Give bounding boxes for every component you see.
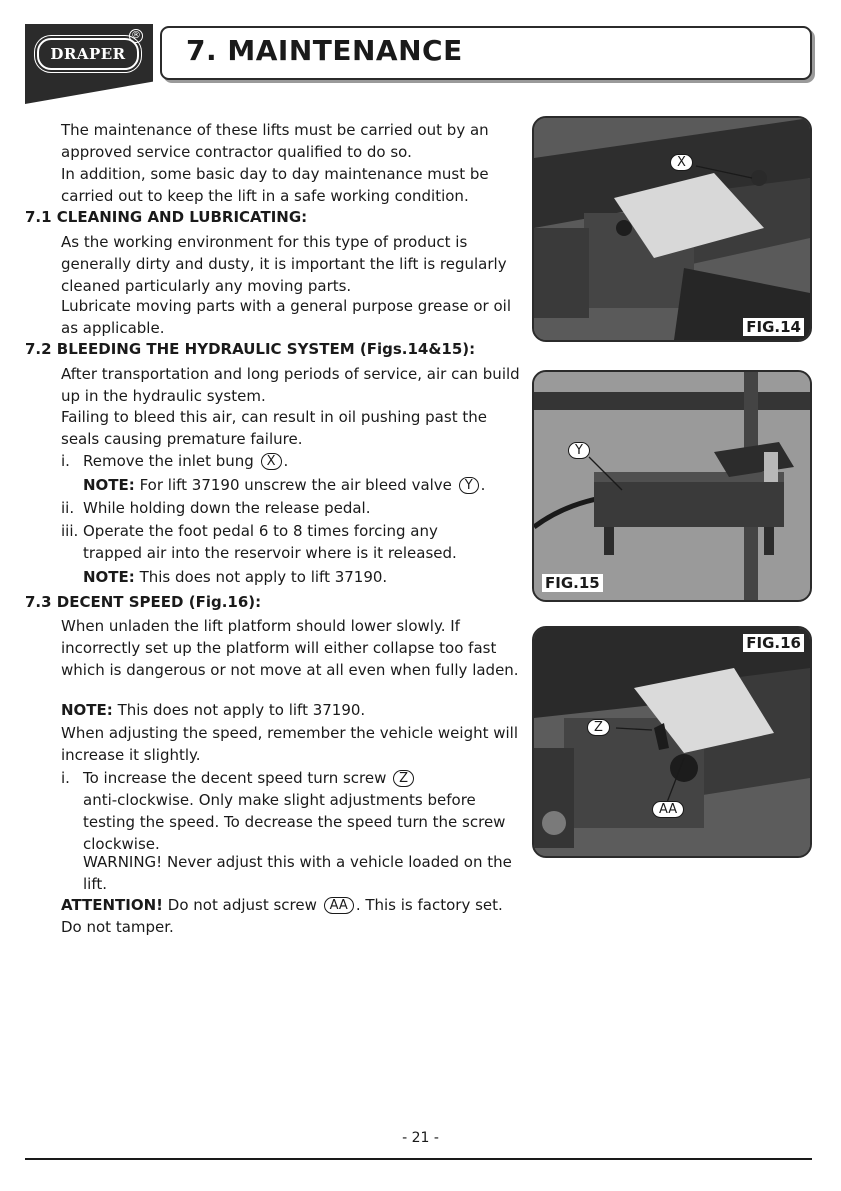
step-text: Operate the foot pedal 6 to 8 times forcing any [83, 522, 438, 540]
note-text: This does not apply to lift 37190. [117, 701, 366, 719]
step-text: Remove the inlet bung [83, 452, 254, 470]
callout-x: X [670, 154, 693, 171]
step-number: i. [61, 769, 70, 787]
page-title: 7. MAINTENANCE [186, 34, 463, 67]
section-7-1-paragraph-2: Lubricate moving parts with a general purpose grease or oil as applicable. [61, 297, 511, 337]
section-7-2-heading: 7.2 BLEEDING THE HYDRAULIC SYSTEM (Figs.14&15): [25, 340, 476, 358]
note-37190 [83, 566, 528, 588]
section-7-2-paragraph-2: Failing to bleed this air, can result in oil pushing past the seals causing premature failure. [61, 408, 487, 448]
step-text: To increase the decent speed turn screw [83, 769, 387, 787]
step-number: ii. [61, 499, 75, 517]
section-7-1-paragraph-1: As the working environment for this type of product is generally dirty and dusty, it is important the lift is regularly cleaned particularly any moving parts. [61, 233, 507, 295]
reference-x-badge: X [261, 453, 282, 470]
intro-paragraph-2: In addition, some basic day to day maintenance must be carried out to keep the lift in a safe working condition. [61, 165, 489, 205]
figure-15-photo [532, 370, 812, 602]
step-number: i. [61, 452, 70, 470]
figure-16-illustration [534, 628, 810, 856]
footer-divider [25, 1158, 812, 1160]
figure-14-photo [532, 116, 812, 342]
section-7-3-heading: 7.3 DECENT SPEED (Fig.16): [25, 593, 262, 611]
figure-14-label: FIG.14 [743, 318, 804, 336]
brand-name: DRAPER [50, 45, 126, 63]
note-label: NOTE: [83, 476, 135, 494]
note-text: This does not apply to lift 37190. [139, 568, 388, 586]
step-ii [61, 497, 526, 519]
registered-mark: ® [131, 30, 141, 41]
step-iii-continued: trapped air into the reservoir where is it released. [83, 544, 457, 562]
section-7-3-paragraph-1: When unladen the lift platform should lower slowly. If incorrectly set up the platform will either collapse too fast which is dangerous or not move at all even when fully laden. [61, 617, 519, 679]
attention-text: Do not adjust screw [167, 896, 317, 914]
figure-16-photo [532, 626, 812, 858]
figure-15-label: FIG.15 [542, 574, 603, 592]
section-title-box [160, 26, 812, 80]
attention-text-end: . This is factory set. Do not tamper. [61, 896, 503, 936]
reference-aa-badge: AA [324, 897, 354, 914]
figure-15-illustration [534, 372, 810, 600]
speed-step-i [61, 767, 526, 789]
reference-y-badge: Y [459, 477, 479, 494]
attention-label: ATTENTION! [61, 896, 164, 914]
step-end: . [283, 452, 289, 470]
note-bleed-valve [83, 474, 528, 496]
step-text: While holding down the release pedal. [83, 499, 371, 517]
note-text: For lift 37190 unscrew the air bleed valve [139, 476, 452, 494]
note-label: NOTE: [83, 568, 135, 586]
step-iii [61, 520, 526, 542]
section-7-3-note [61, 699, 526, 721]
step-number: iii. [61, 522, 79, 540]
reference-z-badge: Z [393, 770, 414, 787]
callout-y: Y [568, 442, 590, 459]
section-7-1-heading: 7.1 CLEANING AND LUBRICATING: [25, 208, 308, 226]
brand-logo [37, 38, 139, 70]
section-7-3-paragraph-2: When adjusting the speed, remember the vehicle weight will increase it slightly. [61, 724, 519, 764]
note-end: . [480, 476, 486, 494]
page-number: - 21 - [402, 1130, 439, 1146]
speed-step-i-continued: anti-clockwise. Only make slight adjustments before testing the speed. To decrease the speed turn the screw clockwise. [83, 791, 506, 853]
intro-paragraph-1: The maintenance of these lifts must be carried out by an approved service contractor qualified to do so. [61, 121, 489, 161]
figure-16-label: FIG.16 [743, 634, 804, 652]
figure-14-illustration [534, 118, 810, 340]
attention-notice [61, 894, 526, 938]
callout-aa: AA [652, 801, 684, 818]
section-7-2-paragraph-1: After transportation and long periods of service, air can build up in the hydraulic system. [61, 365, 520, 405]
note-label: NOTE: [61, 701, 113, 719]
step-i [61, 450, 526, 472]
warning-text: WARNING! Never adjust this with a vehicle loaded on the lift. [83, 853, 512, 893]
callout-z: Z [587, 719, 610, 736]
